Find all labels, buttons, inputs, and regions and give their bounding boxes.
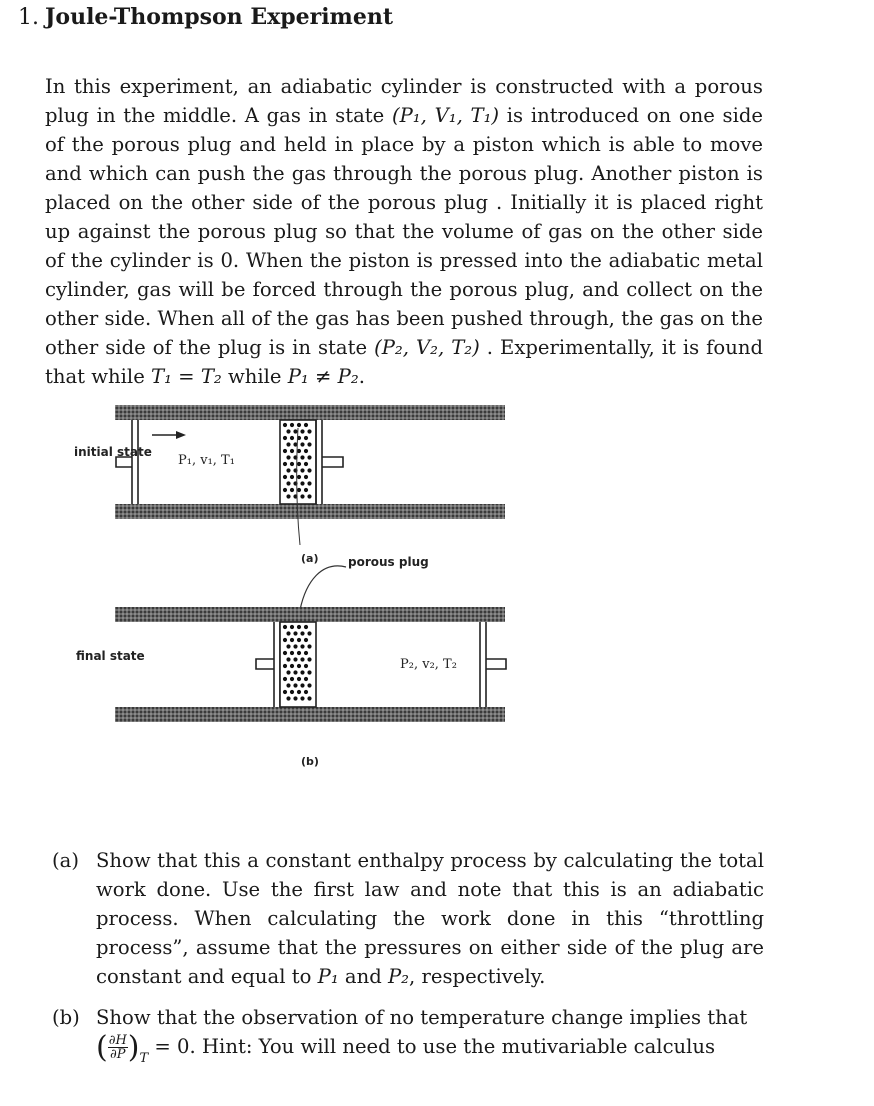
pore-dot (304, 677, 308, 681)
pore-dot (304, 488, 308, 492)
intro-text-3: . Experimentally, it is found that while (45, 336, 763, 388)
final-bottom-wall (115, 707, 505, 722)
pore-dot (293, 683, 297, 687)
intro-text-2: is introduced on one side of the porous plug and held in place by a piston which is able to move and which can push the gas through the porous plug. Another piston is placed on the other side of the porous plug . Initially it is placed right up against the porous plug so that the volume of gas on the other side of the cylinder is 0. When the piston is pressed into the adiabatic metal cylinder, gas will be forced through the porous plug, and collect on the other side. When all of the gas has been pushed through, the gas on the other side of the plug is in state (45, 104, 763, 359)
pore-dot (304, 449, 308, 453)
final-left-piston (256, 622, 280, 707)
partial-derivative (108, 1034, 128, 1061)
pore-dot (300, 644, 304, 648)
problem-heading (18, 4, 393, 30)
intro-text-1: In this experiment, an adiabatic cylinder is constructed with a porous plug in the middle. A gas in state (45, 75, 763, 127)
intro-text-5: . (358, 365, 365, 388)
part-b-tag: (b) (52, 1006, 80, 1029)
initial-state-variables: P₁, v₁, T₁ (178, 453, 235, 468)
pore-dot (290, 423, 294, 427)
question-parts (52, 846, 764, 1073)
porous-plug-label: porous plug (348, 555, 429, 569)
partial-subscript: T (139, 1051, 149, 1066)
pore-dot (290, 664, 294, 668)
pore-dot (283, 677, 287, 681)
pore-dot (297, 677, 301, 681)
initial-left-piston (116, 420, 138, 504)
pore-dot (283, 423, 287, 427)
pore-dot (283, 638, 287, 642)
pore-dot (304, 423, 308, 427)
pore-dot (286, 455, 290, 459)
pore-dot (286, 481, 290, 485)
part-a-p2: P₂ (388, 965, 410, 988)
pore-dot (300, 631, 304, 635)
final-state-label: final state (76, 649, 145, 663)
pore-dot (297, 638, 301, 642)
pore-dot (300, 696, 304, 700)
pore-dot (290, 625, 294, 629)
pore-dot (307, 696, 311, 700)
pore-dot (290, 475, 294, 479)
plug-pointer-line (300, 566, 346, 610)
pore-dot (304, 475, 308, 479)
pore-dot (307, 468, 311, 472)
pore-dot (297, 423, 301, 427)
pore-dot (286, 670, 290, 674)
pore-dot (290, 638, 294, 642)
intro-paragraph (45, 72, 763, 391)
pore-dot (307, 670, 311, 674)
pore-dot (307, 683, 311, 687)
pore-dot (283, 625, 287, 629)
pore-dot (304, 436, 308, 440)
part-a-text-2: and (338, 965, 388, 988)
pore-dot (304, 638, 308, 642)
subfigure-b-label: (b) (301, 755, 319, 768)
final-state-variables: P₂, v₂, T₂ (400, 657, 457, 672)
pore-dot (286, 657, 290, 661)
flow-arrow-icon (152, 431, 186, 439)
part-a-text-3: , respectively. (409, 965, 546, 988)
initial-top-wall (115, 405, 505, 420)
pore-dot (300, 683, 304, 687)
pore-dot (304, 651, 308, 655)
pressure-inequality: P₁ ≠ P₂ (287, 365, 359, 388)
pore-dot (297, 475, 301, 479)
pore-dot (300, 455, 304, 459)
intro-text-4: while (221, 365, 288, 388)
pore-dot (286, 696, 290, 700)
part-a-tag: (a) (52, 849, 79, 872)
pore-dot (297, 462, 301, 466)
pore-dot (290, 449, 294, 453)
pore-dot (286, 683, 290, 687)
pore-dot (307, 494, 311, 498)
problem-number: 1. (18, 5, 39, 30)
pore-dot (304, 664, 308, 668)
pore-dot (307, 455, 311, 459)
subfigure-a-label: (a) (301, 552, 319, 565)
pore-dot (290, 651, 294, 655)
part-b-text-1: Show that the observation of no temperature change implies that (96, 1006, 748, 1029)
joule-thompson-figure (60, 395, 520, 785)
pore-dot (297, 690, 301, 694)
part-b (52, 1003, 764, 1073)
pore-dot (307, 429, 311, 433)
pore-dot (297, 488, 301, 492)
pore-dot (307, 657, 311, 661)
pore-dot (300, 481, 304, 485)
pore-dot (293, 631, 297, 635)
pore-dot (300, 429, 304, 433)
pore-dot (300, 468, 304, 472)
temperature-equality: T₁ = T₂ (151, 365, 222, 388)
pore-dot (286, 429, 290, 433)
pore-dot (307, 442, 311, 446)
partial-numerator: ∂H (108, 1033, 127, 1048)
pore-dot (293, 657, 297, 661)
initial-state-label: initial state (74, 445, 152, 459)
final-right-piston (480, 622, 506, 707)
pore-dot (286, 494, 290, 498)
pore-dot (307, 481, 311, 485)
pore-dot (290, 488, 294, 492)
part-a-p1: P₁ (317, 965, 339, 988)
part-a-text-1: Show that this a constant enthalpy process by calculating the total work done. Use the first law and note that this is an adiabatic process. When calculating the work done in this “throttling process”, assume that the pressures on either side of the plug are constant and equal to (96, 849, 764, 988)
pore-dot (283, 475, 287, 479)
pore-dot (283, 462, 287, 466)
pore-dot (283, 651, 287, 655)
pore-dot (293, 670, 297, 674)
initial-bottom-wall (115, 504, 505, 519)
pore-dot (283, 690, 287, 694)
pore-dot (286, 468, 290, 472)
part-a (52, 846, 764, 991)
pore-dot (297, 664, 301, 668)
pore-dot (300, 670, 304, 674)
pore-dot (297, 651, 301, 655)
pore-dot (304, 462, 308, 466)
state-2-math: (P₂, V₂, T₂) (374, 336, 480, 359)
pore-dot (283, 449, 287, 453)
right-paren: ) (127, 1030, 140, 1065)
initial-right-piston (316, 420, 343, 504)
pore-dot (300, 442, 304, 446)
pore-dot (307, 631, 311, 635)
pore-dot (283, 436, 287, 440)
problem-title: Joule-Thompson Experiment (45, 4, 393, 30)
pore-dot (293, 429, 297, 433)
pore-dot (290, 690, 294, 694)
pore-dot (283, 488, 287, 492)
part-b-text-2: = 0. Hint: You will need to use the mutivariable calculus (148, 1035, 716, 1058)
pore-dot (286, 644, 290, 648)
pore-dot (307, 644, 311, 648)
pore-dot (290, 677, 294, 681)
left-paren: ( (96, 1030, 108, 1065)
partial-denominator: ∂P (110, 1047, 126, 1062)
pore-dot (304, 625, 308, 629)
pore-dot (290, 436, 294, 440)
pore-dot (283, 664, 287, 668)
state-1-math: (P₁, V₁, T₁) (391, 104, 500, 127)
initial-cylinder (115, 405, 505, 519)
final-top-wall (115, 607, 505, 622)
pore-dot (304, 690, 308, 694)
pore-dot (293, 696, 297, 700)
pore-dot (300, 494, 304, 498)
pore-dot (286, 442, 290, 446)
pore-dot (286, 631, 290, 635)
pore-dot (300, 657, 304, 661)
pore-dot (297, 625, 301, 629)
pore-dot (290, 462, 294, 466)
pore-dot (293, 644, 297, 648)
